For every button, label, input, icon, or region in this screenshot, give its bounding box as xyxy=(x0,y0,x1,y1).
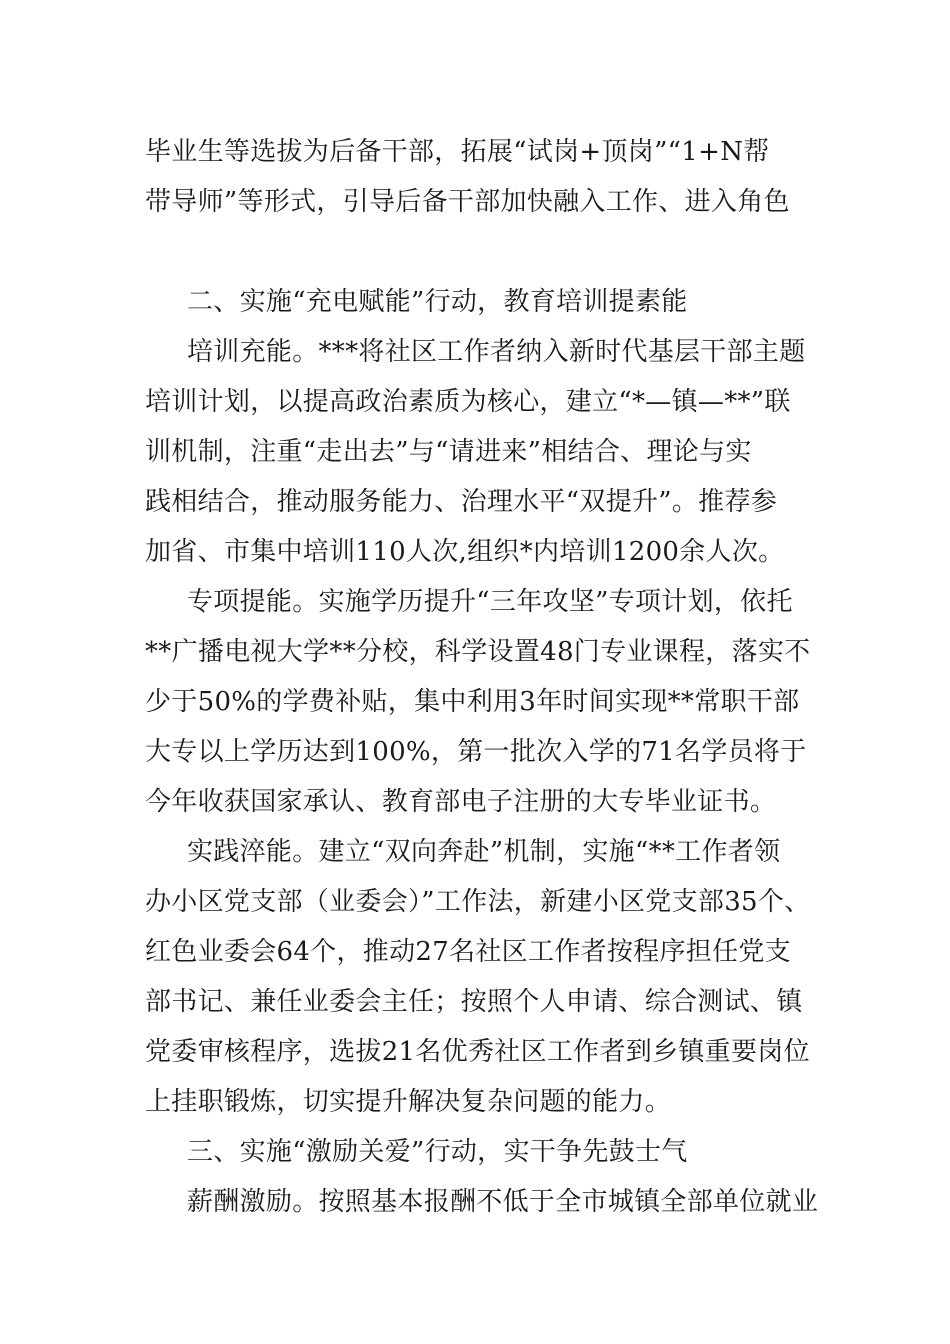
body-text-line: 加省、市集中培训110人次,组织*内培训1200余人次。 xyxy=(145,537,785,567)
body-text-line: 上挂职锻炼，切实提升解决复杂问题的能力。 xyxy=(145,1087,672,1117)
paragraph-first-line: 专项提能。实施学历提升“三年攻坚”专项计划，依托 xyxy=(187,587,793,617)
body-text-line: 毕业生等选拔为后备干部，拓展“试岗+顶岗”“1+N帮 xyxy=(145,137,770,167)
section-heading: 二、实施“充电赋能”行动，教育培训提素能 xyxy=(187,287,688,317)
body-text-line: 大专以上学历达到100%，第一批次入学的71名学员将于 xyxy=(145,737,807,767)
body-text-line: 部书记、兼任业委会主任；按照个人申请、综合测试、镇 xyxy=(145,987,803,1017)
body-text-line: 红色业委会64个，推动27名社区工作者按程序担任党支 xyxy=(145,937,791,967)
body-text-line: 践相结合，推动服务能力、治理水平“双提升”。推荐参 xyxy=(145,487,778,517)
body-text-line: **广播电视大学**分校，科学设置48门专业课程，落实不 xyxy=(145,637,811,667)
body-text-line: 办小区党支部（业委会）”工作法，新建小区党支部35个、 xyxy=(145,887,811,917)
body-text-line: 带导师”等形式，引导后备干部加快融入工作、进入角色 xyxy=(145,187,790,217)
paragraph-first-line: 实践淬能。建立“双向奔赴”机制，实施“**工作者领 xyxy=(187,837,781,867)
body-text-line: 今年收获国家承认、教育部电子注册的大专毕业证书。 xyxy=(145,787,777,817)
body-text-line: 少于50%的学费补贴，集中利用3年时间实现**常职干部 xyxy=(145,687,800,717)
body-text-line: 训机制，注重“走出去”与“请进来”相结合、理论与实 xyxy=(145,437,752,467)
paragraph-first-line: 薪酬激励。按照基本报酬不低于全市城镇全部单位就业 xyxy=(187,1187,819,1217)
section-heading: 三、实施“激励关爱”行动，实干争先鼓士气 xyxy=(187,1137,688,1167)
body-text-line: 培训计划，以提高政治素质为核心，建立“*—镇—**”联 xyxy=(145,387,791,417)
body-text-line: 党委审核程序，选拔21名优秀社区工作者到乡镇重要岗位 xyxy=(145,1037,810,1067)
paragraph-first-line: 培训充能。***将社区工作者纳入新时代基层干部主题 xyxy=(187,337,806,367)
